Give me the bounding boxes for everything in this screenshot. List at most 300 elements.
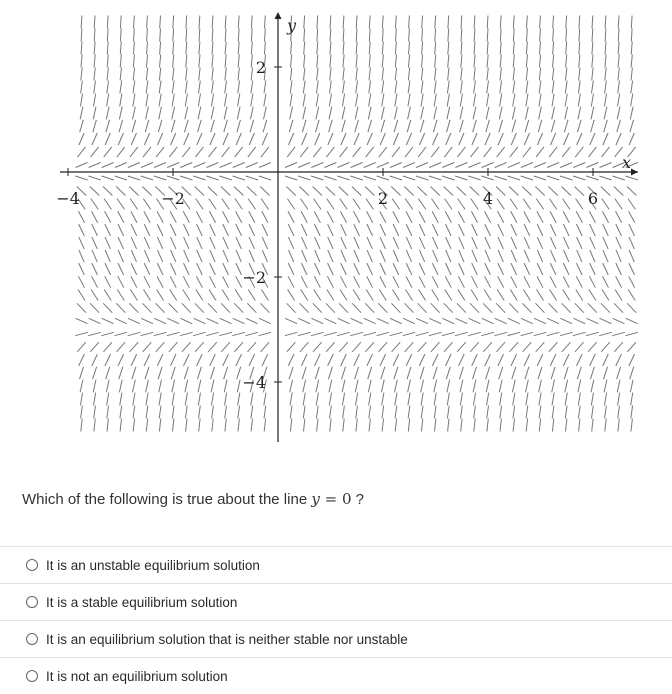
slope-segment — [367, 211, 373, 222]
slope-segment — [313, 187, 322, 196]
slope-segment — [223, 276, 229, 287]
slope-segment — [416, 318, 428, 323]
slope-segment — [79, 276, 85, 287]
slope-segment — [246, 318, 258, 323]
x-axis-arrow-icon — [631, 169, 638, 176]
slope-segment — [421, 419, 422, 432]
slope-segment — [133, 406, 135, 419]
slope-segment — [560, 176, 572, 180]
slope-segment — [563, 276, 569, 287]
slope-segment — [390, 318, 402, 323]
slope-segment — [120, 393, 122, 406]
slope-segment — [288, 211, 294, 222]
slope-segment — [562, 303, 571, 312]
slope-segment — [118, 354, 124, 366]
option-semistable[interactable] — [0, 620, 672, 657]
slope-segment — [341, 263, 347, 275]
slope-segment — [303, 94, 305, 107]
slope-segment — [330, 419, 331, 432]
slope-segment — [473, 94, 475, 107]
radio-button[interactable] — [26, 596, 38, 608]
slope-segment — [405, 342, 414, 352]
slope-segment — [395, 419, 396, 432]
slope-segment — [406, 250, 411, 262]
slope-segment — [304, 16, 305, 29]
slope-segment — [93, 367, 97, 379]
slope-segment — [380, 133, 385, 145]
slope-segment — [157, 276, 163, 287]
slope-segment — [511, 133, 516, 145]
slope-segment — [316, 380, 319, 393]
slope-segment — [526, 68, 527, 81]
slope-segment — [264, 42, 265, 55]
slope-segment — [120, 81, 122, 94]
slope-segment — [186, 419, 187, 432]
slope-segment — [474, 419, 475, 432]
slope-segment — [159, 393, 161, 406]
slope-segment — [340, 211, 346, 222]
slope-segment — [355, 107, 358, 120]
slope-segment — [592, 16, 593, 29]
slope-segment — [512, 367, 516, 379]
slope-segment — [537, 133, 542, 145]
slope-segment — [81, 29, 82, 42]
slope-segment — [80, 380, 83, 393]
slope-segment — [369, 55, 370, 68]
slope-segment — [170, 224, 176, 236]
slope-segment — [356, 29, 357, 42]
slope-segment — [526, 419, 527, 432]
slope-segment — [251, 29, 252, 42]
slope-segment — [120, 68, 121, 81]
slope-segment — [105, 354, 111, 366]
slope-segment — [315, 133, 320, 145]
slope-segment — [406, 237, 411, 249]
slope-segment — [369, 16, 370, 29]
slope-segment — [566, 55, 567, 68]
slope-segment — [285, 318, 297, 323]
slope-segment — [316, 107, 319, 120]
slope-segment — [500, 81, 502, 94]
slope-segment — [550, 263, 556, 275]
slope-segment — [393, 250, 398, 262]
slope-segment — [195, 147, 203, 157]
slope-segment — [592, 406, 594, 419]
slope-segment — [497, 199, 504, 210]
slope-segment — [324, 176, 336, 180]
slope-segment — [539, 419, 540, 432]
slope-segment — [338, 163, 350, 168]
slope-segment — [356, 16, 357, 29]
slope-segment — [403, 176, 415, 180]
slope-segment — [352, 303, 361, 312]
slope-segment — [382, 55, 383, 68]
slope-segment — [159, 107, 162, 120]
slope-segment — [433, 250, 438, 262]
slope-segment — [592, 42, 593, 55]
slope-segment — [604, 94, 606, 107]
slope-segment — [351, 318, 363, 323]
question-prefix: Which of the following is true about the line — [22, 491, 312, 508]
slope-segment — [434, 406, 436, 419]
slope-segment — [408, 81, 410, 94]
slope-segment — [94, 68, 95, 81]
slope-segment — [341, 276, 347, 287]
slope-segment — [473, 380, 476, 393]
slope-segment — [603, 354, 609, 366]
slope-segment — [511, 263, 517, 275]
radio-button[interactable] — [26, 633, 38, 645]
slope-segment — [354, 224, 360, 236]
slope-segment — [605, 29, 606, 42]
slope-segment — [499, 107, 502, 120]
slope-segment — [471, 290, 478, 301]
slope-segment — [457, 187, 466, 196]
slope-segment — [195, 187, 204, 196]
slope-segment — [590, 250, 595, 262]
option-unstable[interactable] — [0, 546, 672, 583]
slope-segment — [302, 250, 307, 262]
slope-segment — [199, 81, 201, 94]
slope-segment — [590, 133, 595, 145]
slope-segment — [94, 81, 96, 94]
slope-segment — [238, 81, 240, 94]
slope-segment — [422, 42, 423, 55]
slope-segment — [326, 187, 335, 196]
slope-segment — [445, 290, 452, 301]
slope-segment — [631, 94, 633, 107]
slope-segment — [285, 163, 297, 168]
slope-segment — [458, 199, 465, 210]
slope-segment — [442, 332, 455, 335]
slope-segment — [460, 393, 462, 406]
slope-segment — [210, 250, 215, 262]
slope-segment — [599, 176, 611, 180]
slope-segment — [433, 367, 437, 379]
slope-segment — [405, 303, 414, 312]
slope-segment — [406, 263, 412, 275]
slope-segment — [185, 406, 187, 419]
slope-segment — [354, 354, 360, 366]
slope-segment — [381, 107, 384, 120]
slope-segment — [225, 55, 226, 68]
slope-segment — [106, 367, 110, 379]
slope-segment — [94, 393, 96, 406]
slope-segment — [553, 55, 554, 68]
slope-segment — [225, 16, 226, 29]
slope-segment — [550, 224, 556, 236]
slope-segment — [184, 367, 188, 379]
slope-segment — [352, 187, 361, 196]
slope-segment — [251, 42, 252, 55]
slope-segment — [629, 263, 635, 275]
slope-segment — [395, 380, 398, 393]
slope-segment — [289, 120, 293, 132]
slope-segment — [79, 133, 84, 145]
slope-segment — [79, 263, 85, 275]
slope-segment — [473, 120, 477, 132]
slope-segment — [434, 81, 436, 94]
slope-segment — [447, 94, 449, 107]
slope-segment — [394, 120, 398, 132]
slope-segment — [510, 199, 517, 210]
slope-segment — [222, 147, 230, 157]
slope-segment — [457, 147, 465, 157]
slope-segment — [618, 55, 619, 68]
slope-segment — [459, 133, 464, 145]
slope-segment — [81, 16, 82, 29]
slope-segment — [615, 290, 622, 301]
slope-segment — [249, 224, 255, 236]
slope-segment — [539, 406, 541, 419]
slope-segment — [159, 380, 162, 393]
slope-segment — [456, 318, 468, 323]
slope-segment — [560, 318, 572, 323]
slope-segment — [223, 211, 229, 222]
slope-segment — [579, 29, 580, 42]
slope-segment — [342, 107, 345, 120]
slope-segment — [129, 187, 138, 196]
slope-segment — [115, 176, 127, 180]
slope-segment — [579, 16, 580, 29]
slope-segment — [209, 211, 215, 222]
slope-segment — [197, 367, 201, 379]
slope-segment — [566, 419, 567, 432]
slope-segment — [185, 81, 187, 94]
slope-segment — [408, 419, 409, 432]
slope-segment — [193, 332, 206, 335]
slope-segment — [328, 237, 333, 249]
slope-segment — [629, 237, 634, 249]
slope-segment — [119, 107, 122, 120]
slope-segment — [588, 303, 597, 312]
slope-segment — [566, 29, 567, 42]
slope-segment — [578, 107, 581, 120]
slope-segment — [211, 380, 214, 393]
slope-segment — [145, 120, 149, 132]
slope-segment — [470, 187, 479, 196]
slope-segment — [105, 224, 111, 236]
slope-segment — [377, 318, 389, 323]
slope-segment — [145, 367, 149, 379]
slope-segment — [511, 211, 517, 222]
slope-segment — [523, 199, 530, 210]
slope-segment — [442, 176, 454, 180]
slope-segment — [303, 406, 305, 419]
slope-segment — [511, 237, 516, 249]
slope-segment — [513, 55, 514, 68]
slope-segment — [259, 176, 271, 180]
slope-segment — [395, 68, 396, 81]
slope-segment — [157, 263, 163, 275]
slope-segment — [487, 42, 488, 55]
slope-segment — [354, 211, 360, 222]
slope-segment — [392, 290, 399, 301]
slope-segment — [356, 393, 358, 406]
slope-segment — [120, 29, 121, 42]
slope-segment — [365, 303, 374, 312]
slope-segment — [170, 211, 176, 222]
slope-segment — [107, 406, 109, 419]
slope-segment — [301, 354, 307, 366]
slope-segment — [498, 263, 504, 275]
slope-segment — [468, 332, 481, 335]
slope-segment — [285, 332, 298, 335]
slope-segment — [368, 120, 372, 132]
slope-segment — [169, 342, 178, 352]
slope-segment — [290, 406, 292, 419]
slope-segment — [460, 380, 463, 393]
slope-segment — [144, 237, 149, 249]
slope-segment — [133, 68, 134, 81]
slope-segment — [446, 133, 451, 145]
slope-segment — [627, 187, 636, 196]
slope-segment — [537, 263, 543, 275]
slope-segment — [562, 147, 570, 157]
slope-segment — [512, 107, 515, 120]
slope-segment — [118, 133, 123, 145]
slope-segment — [79, 237, 84, 249]
slope-segment — [500, 94, 502, 107]
slope-segment — [444, 187, 453, 196]
slope-segment — [434, 380, 437, 393]
slope-segment — [564, 367, 568, 379]
slope-segment — [356, 68, 357, 81]
slope-segment — [311, 318, 323, 323]
slope-segment — [206, 332, 219, 335]
slope-segment — [550, 276, 556, 287]
slope-segment — [343, 68, 344, 81]
slope-segment — [367, 354, 373, 366]
slope-segment — [409, 29, 410, 42]
slope-segment — [141, 163, 153, 168]
slope-segment — [422, 55, 423, 68]
slope-segment — [592, 55, 593, 68]
slope-segment — [350, 176, 362, 180]
slope-segment — [445, 276, 451, 287]
slope-segment — [446, 224, 452, 236]
slope-segment — [563, 224, 569, 236]
slope-segment — [434, 393, 436, 406]
slope-segment — [630, 107, 633, 120]
question-value: 0 — [341, 490, 352, 508]
radio-button[interactable] — [26, 670, 38, 682]
slope-segment — [540, 16, 541, 29]
slope-segment — [303, 81, 305, 94]
slope-segment — [460, 107, 463, 120]
slope-segment — [261, 199, 268, 210]
slope-segment — [302, 120, 306, 132]
slope-segment — [210, 133, 215, 145]
slope-segment — [354, 237, 359, 249]
slope-segment — [577, 250, 582, 262]
slope-segment — [247, 187, 256, 196]
slope-segment — [184, 263, 190, 275]
slope-segment — [339, 303, 348, 312]
slope-segment — [472, 237, 477, 249]
slope-segment — [566, 68, 567, 81]
slope-segment — [416, 176, 428, 180]
slope-segment — [79, 250, 84, 262]
x-tick-label: 6 — [587, 189, 599, 208]
slope-segment — [562, 342, 571, 352]
slope-segment — [578, 81, 580, 94]
slope-segment — [249, 237, 254, 249]
slope-segment — [393, 133, 398, 145]
slope-segment — [393, 211, 399, 222]
slope-segment — [156, 303, 165, 312]
slope-segment — [486, 107, 489, 120]
slope-segment — [311, 163, 323, 168]
slope-segment — [251, 406, 253, 419]
slope-segment — [246, 163, 258, 168]
slope-segment — [81, 42, 82, 55]
slope-segment — [160, 16, 161, 29]
slope-segment — [366, 199, 373, 210]
slope-segment — [341, 354, 347, 366]
slope-segment — [199, 406, 201, 419]
slope-segment — [578, 393, 580, 406]
slope-segment — [549, 147, 557, 157]
slope-segment — [618, 81, 620, 94]
slope-segment — [330, 42, 331, 55]
slope-segment — [539, 380, 542, 393]
slope-segment — [120, 42, 121, 55]
slope-segment — [420, 367, 424, 379]
slope-segment — [212, 16, 213, 29]
slope-segment — [159, 94, 161, 107]
slope-segment — [183, 276, 189, 287]
slope-segment — [616, 133, 621, 145]
slope-segment — [421, 68, 422, 81]
slope-segment — [495, 163, 507, 168]
slope-segment — [550, 290, 557, 301]
slope-segment — [560, 332, 573, 335]
slope-segment — [237, 120, 241, 132]
slope-segment — [75, 332, 88, 335]
slope-segment — [565, 107, 568, 120]
option-not-equilibrium[interactable] — [0, 657, 672, 694]
slope-segment — [367, 276, 373, 287]
slope-segment — [288, 224, 294, 236]
slope-segment — [602, 199, 609, 210]
slope-segment — [526, 380, 529, 393]
slope-segment — [394, 367, 398, 379]
slope-segment — [183, 211, 189, 222]
radio-button[interactable] — [26, 559, 38, 571]
slope-segment — [289, 250, 294, 262]
slope-segment — [167, 163, 179, 168]
option-stable[interactable] — [0, 583, 672, 620]
slope-segment — [158, 120, 162, 132]
slope-segment — [552, 419, 553, 432]
slope-segment — [147, 16, 148, 29]
slope-segment — [210, 224, 216, 236]
slope-segment — [380, 354, 386, 366]
slope-segment — [416, 163, 428, 168]
slope-segment — [432, 276, 438, 287]
slope-segment — [448, 55, 449, 68]
slope-segment — [354, 133, 359, 145]
slope-segment — [287, 147, 295, 157]
slope-segment — [105, 211, 111, 222]
slope-segment — [144, 211, 150, 222]
slope-segment — [339, 342, 348, 352]
slope-segment — [196, 290, 203, 301]
slope-segment — [511, 250, 516, 262]
slope-segment — [458, 276, 464, 287]
slope-segment — [499, 120, 503, 132]
